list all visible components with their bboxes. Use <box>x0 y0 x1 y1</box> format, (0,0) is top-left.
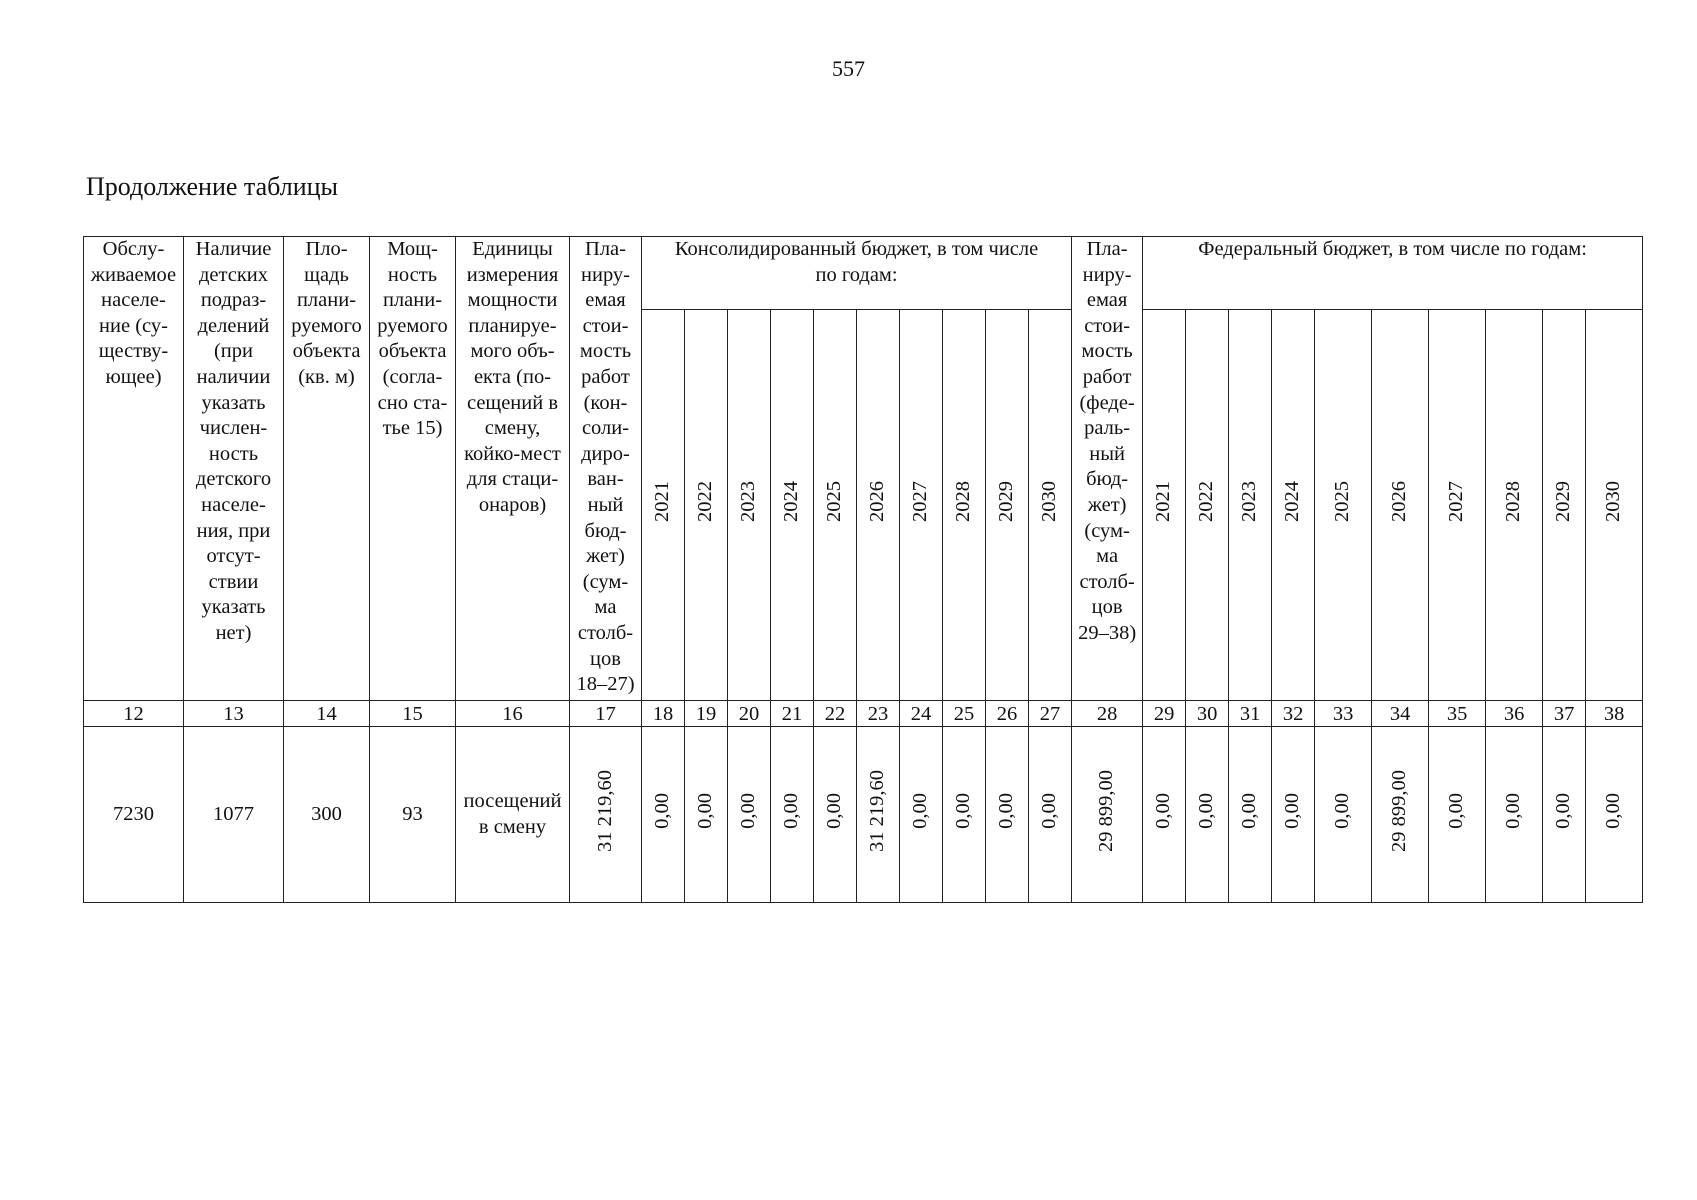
year-header: 2023 <box>1229 310 1272 701</box>
cell-planned-cost-consolidated: 31 219,60 <box>570 727 642 903</box>
cell-area: 300 <box>284 727 370 903</box>
column-number: 25 <box>943 701 986 727</box>
cell-consolidated-year: 0,00 <box>685 727 728 903</box>
year-header: 2023 <box>728 310 771 701</box>
header-planned-cost-federal: Пла- ниру- емая стои- мость работ (феде- раль- ный бюд- жет) (сум- ма столб- цов 29–38) <box>1072 237 1143 701</box>
column-number: 37 <box>1543 701 1586 727</box>
cell-capacity: 93 <box>370 727 456 903</box>
cell-consolidated-year: 0,00 <box>771 727 814 903</box>
year-header: 2025 <box>1315 310 1372 701</box>
year-header: 2026 <box>1372 310 1429 701</box>
column-number: 32 <box>1272 701 1315 727</box>
page-number: 557 <box>832 56 865 81</box>
column-number: 22 <box>814 701 857 727</box>
header-federal-budget: Федеральный бюджет, в том числе по годам: <box>1143 237 1643 310</box>
column-number: 21 <box>771 701 814 727</box>
column-number: 14 <box>284 701 370 727</box>
cell-federal-year: 0,00 <box>1429 727 1486 903</box>
column-number: 36 <box>1486 701 1543 727</box>
data-row <box>84 727 1643 903</box>
year-header: 2029 <box>986 310 1029 701</box>
year-header: 2030 <box>1586 310 1643 701</box>
year-header: 2024 <box>771 310 814 701</box>
cell-federal-year: 0,00 <box>1543 727 1586 903</box>
cell-consolidated-year: 0,00 <box>1029 727 1072 903</box>
cell-consolidated-year: 0,00 <box>814 727 857 903</box>
column-number: 24 <box>900 701 943 727</box>
column-numbers-row <box>84 701 1643 727</box>
cell-consolidated-year: 0,00 <box>900 727 943 903</box>
year-header: 2022 <box>685 310 728 701</box>
year-header: 2030 <box>1029 310 1072 701</box>
cell-planned-cost-federal: 29 899,00 <box>1072 727 1143 903</box>
column-number: 33 <box>1315 701 1372 727</box>
cell-consolidated-year: 31 219,60 <box>857 727 900 903</box>
column-number: 15 <box>370 701 456 727</box>
budget-table <box>83 236 1643 903</box>
year-header: 2021 <box>642 310 685 701</box>
column-number: 16 <box>456 701 570 727</box>
header-capacity: Мощ- ность плани- руемого объекта (согла- сно ста- тье 15) <box>370 237 456 701</box>
year-header: 2024 <box>1272 310 1315 701</box>
column-number: 18 <box>642 701 685 727</box>
cell-consolidated-year: 0,00 <box>728 727 771 903</box>
year-header: 2028 <box>943 310 986 701</box>
year-header: 2026 <box>857 310 900 701</box>
year-header: 2027 <box>1429 310 1486 701</box>
header-served-population: Обслу- живаемое населе- ние (су- ществу- ющее) <box>84 237 184 701</box>
cell-children-units: 1077 <box>184 727 284 903</box>
column-number: 34 <box>1372 701 1429 727</box>
header-planned-cost-consolidated: Пла- ниру- емая стои- мость работ (кон- соли- диро- ван- ный бюд- жет) (сум- ма столб- цов 18–27) <box>570 237 642 701</box>
column-number: 17 <box>570 701 642 727</box>
column-number: 30 <box>1186 701 1229 727</box>
header-children-units: Наличие детских подраз- делений (при наличии указать числен- ность детского населе- ния, при отсут- ствии указать нет) <box>184 237 284 701</box>
year-header: 2025 <box>814 310 857 701</box>
cell-federal-year: 0,00 <box>1315 727 1372 903</box>
cell-federal-year: 0,00 <box>1186 727 1229 903</box>
header-area: Пло- щадь плани- руемого объекта (кв. м) <box>284 237 370 701</box>
column-number: 35 <box>1429 701 1486 727</box>
cell-capacity-units: посещений в смену <box>456 727 570 903</box>
cell-federal-year: 29 899,00 <box>1372 727 1429 903</box>
column-number: 26 <box>986 701 1029 727</box>
column-number: 20 <box>728 701 771 727</box>
header-capacity-units: Единицы измерения мощности планируе- мого объ- екта (по- сещений в смену, койко-мест для стаци- онаров) <box>456 237 570 701</box>
year-header: 2022 <box>1186 310 1229 701</box>
year-header: 2021 <box>1143 310 1186 701</box>
cell-consolidated-year: 0,00 <box>642 727 685 903</box>
column-number: 38 <box>1586 701 1643 727</box>
column-number: 31 <box>1229 701 1272 727</box>
column-number: 13 <box>184 701 284 727</box>
table-caption: Продолжение таблицы <box>86 172 338 201</box>
cell-federal-year: 0,00 <box>1586 727 1643 903</box>
cell-federal-year: 0,00 <box>1486 727 1543 903</box>
year-header: 2028 <box>1486 310 1543 701</box>
column-number: 27 <box>1029 701 1072 727</box>
column-number: 19 <box>685 701 728 727</box>
year-header: 2027 <box>900 310 943 701</box>
cell-consolidated-year: 0,00 <box>986 727 1029 903</box>
cell-consolidated-year: 0,00 <box>943 727 986 903</box>
column-number: 12 <box>84 701 184 727</box>
header-row <box>84 237 1643 310</box>
cell-served-population: 7230 <box>84 727 184 903</box>
header-consolidated-budget: Консолидированный бюджет, в том числе по годам: <box>642 237 1072 310</box>
column-number: 29 <box>1143 701 1186 727</box>
cell-federal-year: 0,00 <box>1229 727 1272 903</box>
cell-federal-year: 0,00 <box>1143 727 1186 903</box>
year-header: 2029 <box>1543 310 1586 701</box>
cell-federal-year: 0,00 <box>1272 727 1315 903</box>
column-number: 28 <box>1072 701 1143 727</box>
column-number: 23 <box>857 701 900 727</box>
